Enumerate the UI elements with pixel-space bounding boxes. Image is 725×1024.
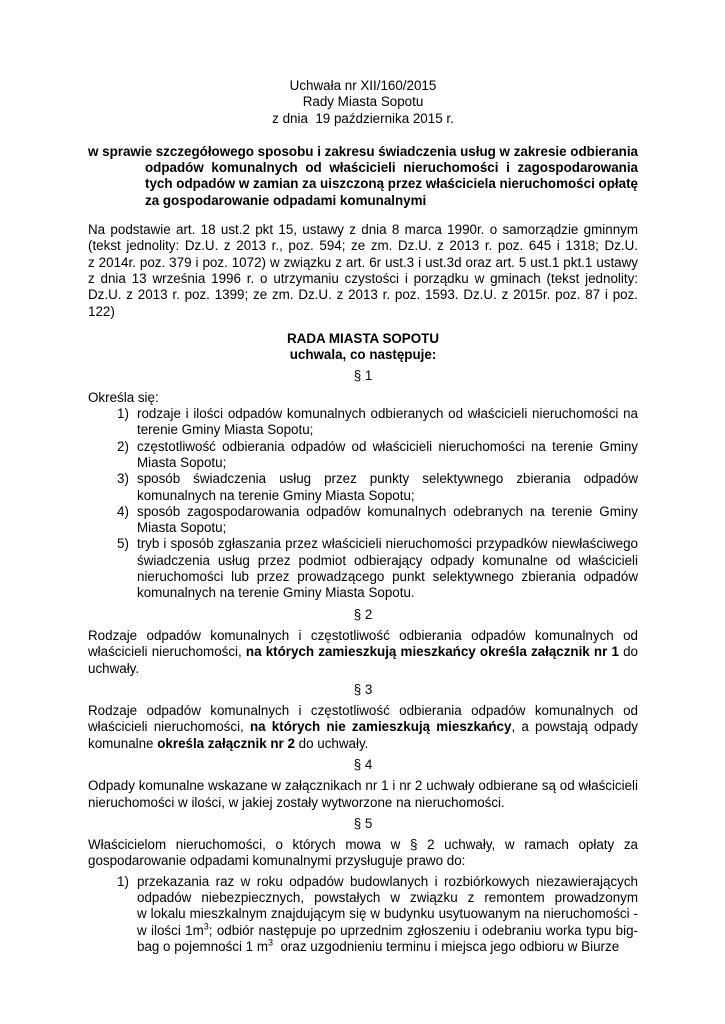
list-number: 5) xyxy=(117,536,129,552)
item-text-part: ; odbiór następuje po uprzednim zgłoszeniu i odebraniu worka typu big-bag o pojemności 1 m xyxy=(137,922,638,954)
subject-paragraph: w sprawie szczegółowego sposobu i zakresu świadczenia usług w zakresie odbierania odpadów komunalnych od właścicieli nieruchomości i zagospodarowania tych odpadów w zamian za uiszczoną przez właściciela nieruchomości opłatę za gospodarowanie odpadami komunalnymi xyxy=(88,143,638,208)
superscript-3: 3 xyxy=(203,921,209,932)
section-1-item-2 xyxy=(88,439,638,472)
section-3-marker: § 3 xyxy=(353,681,373,697)
list-number: 1) xyxy=(117,406,129,422)
paragraph-text: Rodzaje odpadów komunalnych i częstotliwość odbierania odpadów komunalnych od właścicieli nieruchomości, xyxy=(88,703,638,735)
list-item-text: sposób zagospodarowania odpadów komunalnych odebranych na terenie Gminy Miasta Sopotu; xyxy=(137,503,638,536)
section-4-paragraph: Odpady komunalne wskazane w załącznikach nr 1 i nr 2 uchwały odbierane są od właścicieli nieruchomości w ilości, w jakiej zostały wytworzone na nieruchomości. xyxy=(88,778,638,810)
section-5-marker: § 5 xyxy=(353,815,373,831)
list-item-text: rodzaje i ilości odpadów komunalnych odbieranych od właścicieli nieruchomości na terenie Gminy Miasta Sopotu; xyxy=(137,406,638,438)
section-4-marker: § 4 xyxy=(353,756,373,772)
paragraph-text-bold: na których nie zamieszkują mieszkańcy xyxy=(249,719,512,735)
paragraph-text: do uchwały. xyxy=(294,735,369,751)
superscript-3: 3 xyxy=(268,937,274,948)
title-line-date: z dnia 19 października 2015 r. xyxy=(272,110,454,126)
list-item-text: tryb i sposób zgłaszania przez właścicieli nieruchomości przypadków niewłaściwego świadczenia usług przez podmiot odbierający odpady komunalne od właścicieli nieruchomości lub przez prowadzącego punkt selektywnego zbierania odpadów komunalnych na terenie Gminy Miasta Sopotu. xyxy=(137,536,638,601)
section-2-paragraph xyxy=(88,628,638,677)
legal-basis-paragraph: Na podstawie art. 18 ust.2 pkt 15, ustawy z dnia 8 marca 1990r. o samorządzie gminnym (tekst jednolity: Dz.U. z 2013 r., poz. 594; ze zm. Dz.U. z 2013 r. poz. 645 i 1318; Dz.U. z 2014r. poz. 379 i poz. 1072) w związku z art. 6r ust.3 i ust.3d oraz art. 5 ust.1 pkt.1 ustawy z dnia 13 września 1996 r. o utrzymaniu czystości i porządku w gminach (tekst jednolity: Dz.U. z 2013 r. poz. 1399; ze zm. Dz.U. z 2013 r. poz. 1593. Dz.U. z 2015r. poz. 87 i poz. 122) xyxy=(88,222,638,319)
list-item-text xyxy=(137,874,638,954)
section-5-intro: Właścicielom nieruchomości, o których mowa w § 2 uchwały, w ramach opłaty za gospodarowanie odpadami komunalnymi przysługuje prawo do: xyxy=(88,837,638,869)
section-1-item-1 xyxy=(88,406,638,439)
paragraph-text: do uchwały. xyxy=(88,644,638,676)
section-1-intro: Określa się: xyxy=(88,389,159,405)
list-item-text: sposób świadczenia usług przez punkty selektywnego zbierania odpadów komunalnych na terenie Gminy Miasta Sopotu; xyxy=(137,471,638,503)
section-5-item-1 xyxy=(88,874,638,955)
list-number: 4) xyxy=(117,503,129,519)
section-2-marker: § 2 xyxy=(353,606,373,622)
item-text-part: przekazania raz w roku odpadów budowlanych i rozbiórkowych niezawierających odpadów niebezpiecznych, powstałych w związku z remontem prowadzonym w lokalu mieszkalnym znajdującym się w budynku usytuowanym na nieruchomości - w ilości 1m xyxy=(137,873,638,938)
section-1-item-4 xyxy=(88,504,638,537)
resolving-body: RADA MIASTA SOPOTU xyxy=(286,330,439,346)
paragraph-text-bold: określa załącznik nr 2 xyxy=(157,735,295,751)
section-1-item-3 xyxy=(88,471,638,504)
section-1-item-5 xyxy=(88,536,638,601)
list-number: 2) xyxy=(117,438,129,454)
list-number: 3) xyxy=(117,471,129,487)
list-number: 1) xyxy=(117,873,129,889)
resolving-clause: uchwala, co następuje: xyxy=(289,347,437,363)
title-line-number: Uchwała nr XII/160/2015 xyxy=(289,78,437,93)
paragraph-text: , a powstają odpady komunalne xyxy=(88,719,638,751)
title-line-body: Rady Miasta Sopotu xyxy=(302,94,424,110)
list-item-text: częstotliwość odbierania odpadów od właścicieli nieruchomości na terenie Gminy Miasta Sopotu; xyxy=(137,438,638,470)
section-1-marker: § 1 xyxy=(353,368,373,384)
paragraph-text-bold: na których zamieszkują mieszkańcy określa załącznik nr 1 xyxy=(245,644,619,660)
item-text-part: oraz uzgodnieniu terminu i miejsca jego odbioru w Biurze xyxy=(273,938,620,954)
paragraph-text: Rodzaje odpadów komunalnych i częstotliwość odbierania odpadów komunalnych od właścicieli nieruchomości, xyxy=(88,627,638,660)
section-3-paragraph xyxy=(88,703,638,752)
